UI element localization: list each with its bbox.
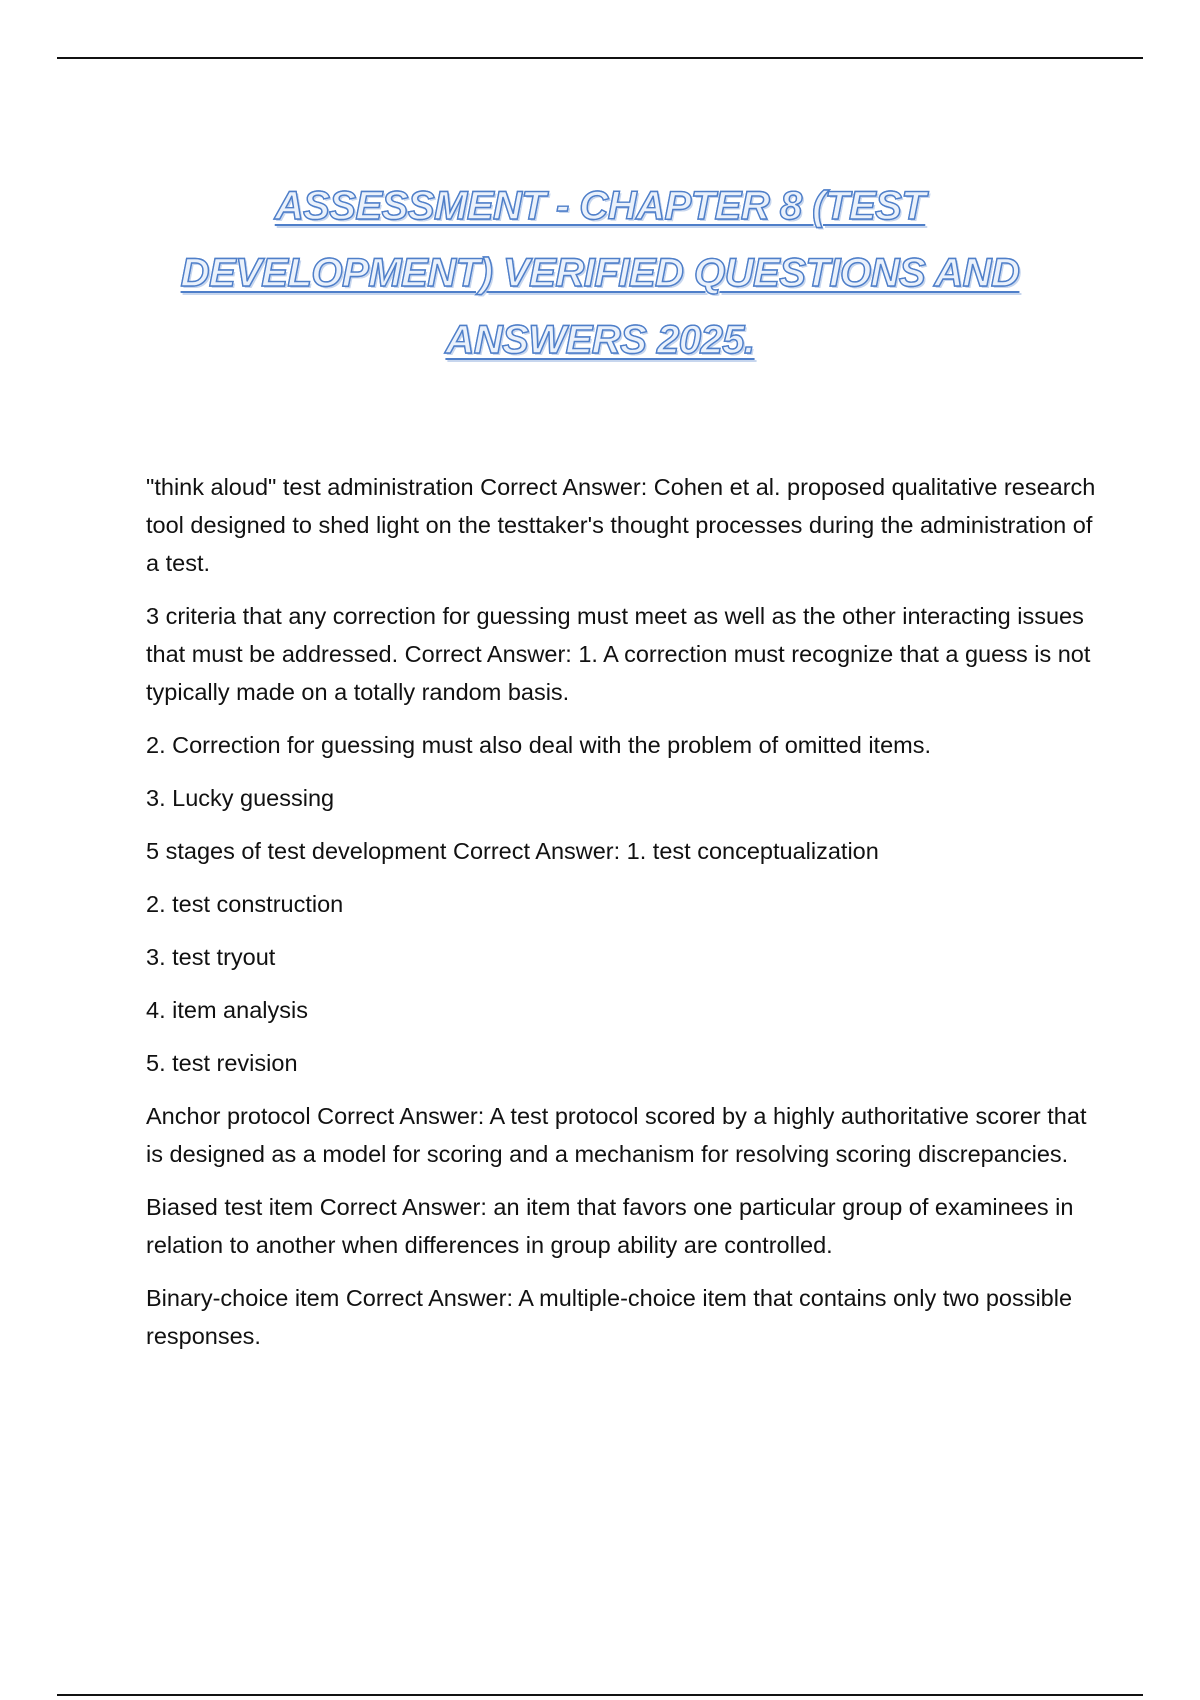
top-rule [57, 57, 1143, 59]
paragraph-lucky-guessing: 3. Lucky guessing [146, 785, 335, 811]
document-title [130, 173, 1070, 374]
paragraph-test-construction: 2. test construction [146, 891, 344, 917]
paragraph-five-stages: 5 stages of test development Correct Answer: 1. test conceptualization [146, 838, 879, 864]
title-line-3: ANSWERS 2025. [445, 317, 755, 362]
bottom-rule [57, 1694, 1143, 1696]
paragraph-think-aloud: "think aloud" test administration Correct Answer: Cohen et al. proposed qualitative research tool designed to shed light on the testtaker's thought processes during the administration of a test. [146, 474, 1096, 576]
paragraph-anchor-protocol: Anchor protocol Correct Answer: A test protocol scored by a highly authoritative scorer that is designed as a model for scoring and a mechanism for resolving scoring discrepancies. [146, 1103, 1087, 1167]
title-line-2: DEVELOPMENT) VERIFIED QUESTIONS AND [180, 250, 1020, 295]
paragraph-omitted-items: 2. Correction for guessing must also deal with the problem of omitted items. [146, 732, 932, 758]
paragraph-correction-criteria: 3 criteria that any correction for guessing must meet as well as the other interacting issues that must be addressed. Correct Answer: 1. A correction must recognize that a guess is not typically made on a totally random basis. [146, 603, 1091, 705]
title-line-1: ASSESSMENT - CHAPTER 8 (TEST [274, 183, 926, 228]
document-body [146, 468, 1096, 1370]
paragraph-test-revision: 5. test revision [146, 1050, 298, 1076]
paragraph-binary-choice-item: Binary-choice item Correct Answer: A multiple-choice item that contains only two possible responses. [146, 1285, 1073, 1349]
paragraph-biased-test-item: Biased test item Correct Answer: an item that favors one particular group of examinees in relation to another when differences in group ability are controlled. [146, 1194, 1074, 1258]
paragraph-item-analysis: 4. item analysis [146, 997, 308, 1023]
paragraph-test-tryout: 3. test tryout [146, 944, 276, 970]
